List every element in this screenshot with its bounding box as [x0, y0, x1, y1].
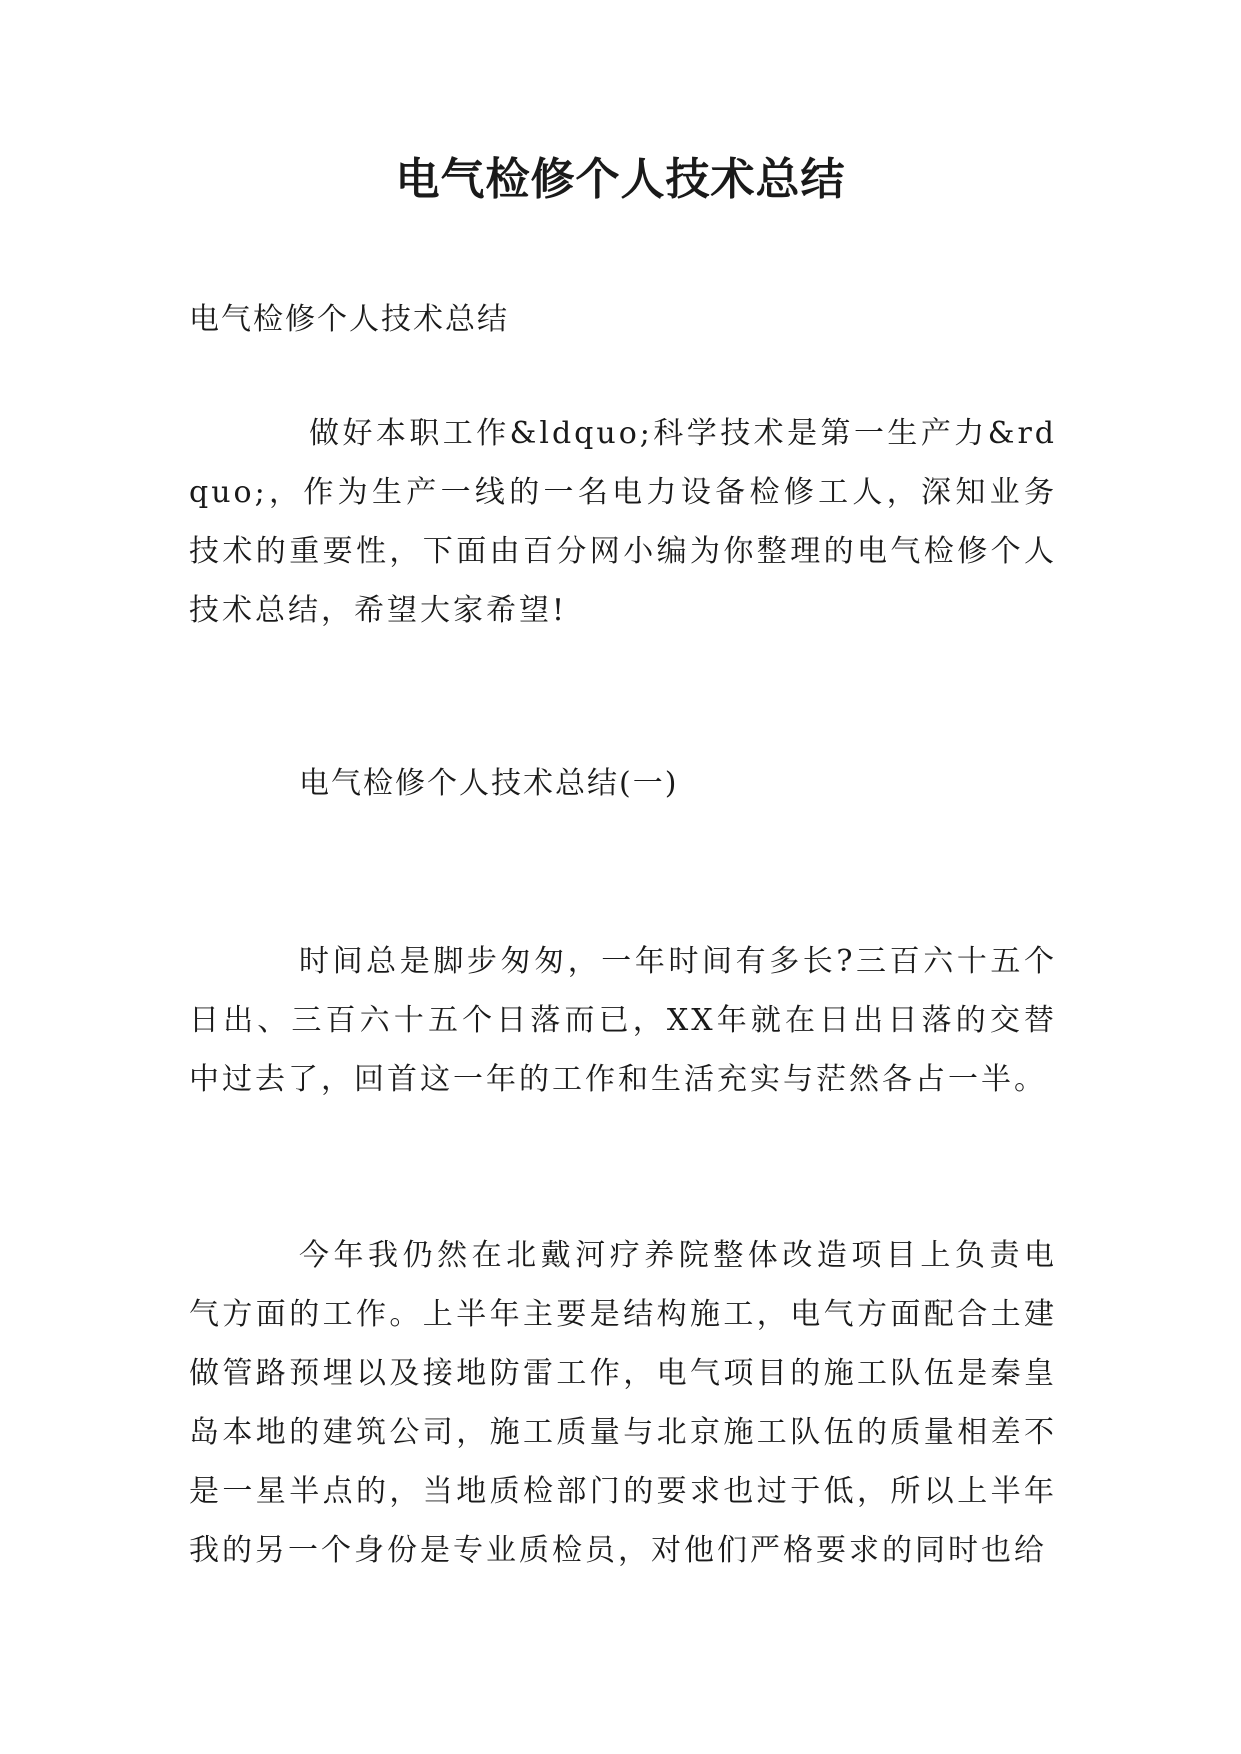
document-title: 电气检修个人技术总结: [395, 154, 846, 205]
intro-paragraph: 做好本职工作&ldquo;科学技术是第一生产力&rdquo;，作为生产一线的一名电力设备检修工人，深知业务技术的重要性，下面由百分网小编为你整理的电气检修个人技术总结，希望大家希望!: [189, 416, 1057, 628]
document-subtitle: 电气检修个人技术总结: [189, 302, 509, 337]
section-heading: 电气检修个人技术总结(一): [299, 766, 679, 801]
body-paragraph: 今年我仍然在北戴河疗养院整体改造项目上负责电气方面的工作。上半年主要是结构施工，电气方面配合土建做管路预埋以及接地防雷工作，电气项目的施工队伍是秦皇岛本地的建筑公司，施工质量与北京施工队伍的质量相差不是一星半点的，当地质检部门的要求也过于低，所以上半年我的另一个身份是专业质检员，对他们严格要求的同时也给: [189, 1238, 1057, 1568]
body-paragraph: 时间总是脚步匆匆，一年时间有多长?三百六十五个日出、三百六十五个日落而已，XX年就在日出日落的交替中过去了，回首这一年的工作和生活充实与茫然各占一半。: [189, 944, 1057, 1097]
